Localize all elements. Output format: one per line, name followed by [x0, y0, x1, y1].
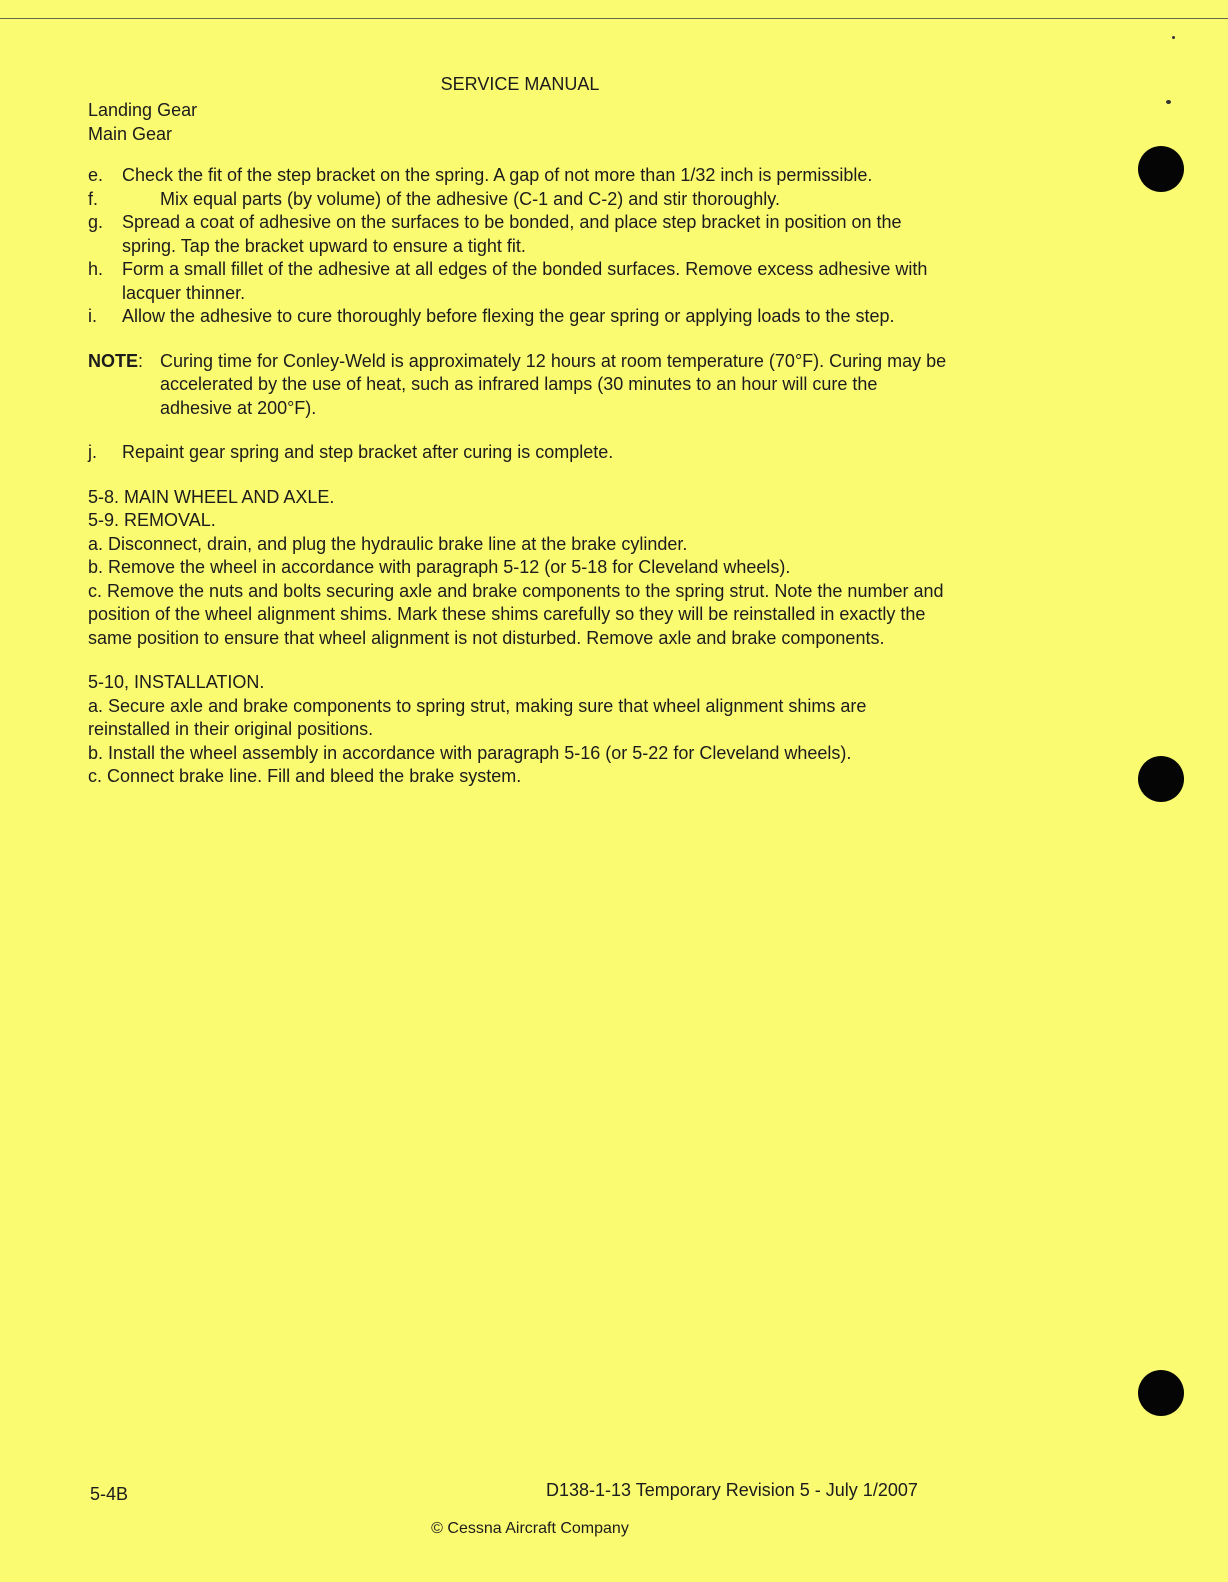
installation-heading: 5-10, INSTALLATION.	[88, 672, 265, 692]
note-text: Curing time for Conley-Weld is approximately 12 hours at room temperature (70°F). Curing may be accelerated by the use of heat, such as infrared lamps (30 minutes to an hour will cure the adhesive at 200°F).	[160, 350, 947, 418]
step-item	[88, 441, 948, 465]
removal-heading: 5-9. REMOVAL.	[88, 510, 216, 530]
step-letter: h.	[88, 259, 104, 279]
step-text: Allow the adhesive to cure thoroughly before flexing the gear spring or applying loads to the step.	[122, 306, 895, 326]
document-body	[88, 164, 948, 789]
step-letter: i.	[88, 306, 97, 326]
page-title: SERVICE MANUAL	[440, 74, 600, 94]
page-number: 5-4B	[90, 1484, 129, 1504]
installation-step: c. Connect brake line. Fill and bleed the brake system.	[88, 766, 522, 786]
step-text: Repaint gear spring and step bracket after curing is complete.	[122, 442, 614, 462]
main-wheel-heading: 5-8. MAIN WHEEL AND AXLE.	[88, 486, 335, 507]
punch-hole-icon	[1138, 756, 1184, 802]
scan-speck	[1166, 100, 1171, 104]
removal-step: c. Remove the nuts and bolts securing axle and brake components to the spring strut. Note the number and position of the wheel alignment shims. Mark these shims carefully so they will be reinstalled in exactly the same position to ensure that wheel alignment is not disturbed. Remove axle and brake components.	[88, 580, 944, 648]
installation-step: a. Secure axle and brake components to spring strut, making sure that wheel alignment shims are reinstalled in their original positions.	[88, 695, 867, 739]
step-letter: j.	[88, 442, 97, 462]
top-rule	[0, 18, 1228, 19]
punch-hole-icon	[1138, 1370, 1184, 1416]
step-letter: g.	[88, 212, 104, 232]
installation-step: b. Install the wheel assembly in accordance with paragraph 5-16 (or 5-22 for Cleveland wheels).	[88, 742, 852, 763]
step-item	[88, 164, 948, 188]
section-name: Landing Gear	[88, 100, 198, 120]
document-revision: D138-1-13 Temporary Revision 5 - July 1/2007	[546, 1480, 918, 1500]
copyright: © Cessna Aircraft Company	[431, 1520, 629, 1537]
note-label: NOTE:	[88, 350, 144, 371]
step-item	[88, 188, 948, 212]
step-text: Form a small fillet of the adhesive at all edges of the bonded surfaces. Remove excess adhesive with lacquer thinner.	[122, 259, 928, 303]
subsection-name: Main Gear	[88, 124, 173, 144]
step-item	[88, 305, 948, 329]
step-item	[88, 258, 948, 305]
scan-speck	[1172, 36, 1175, 39]
step-letter: e.	[88, 165, 104, 185]
punch-hole-icon	[1138, 146, 1184, 192]
step-text: Mix equal parts (by volume) of the adhesive (C-1 and C-2) and stir thoroughly.	[160, 188, 780, 209]
section-heading	[88, 98, 197, 146]
step-letter: f.	[88, 188, 99, 209]
note-block	[88, 350, 948, 421]
step-text: Spread a coat of adhesive on the surfaces to be bonded, and place step bracket in position on the spring. Tap the bracket upward to ensure a tight fit.	[122, 212, 902, 256]
step-text: Check the fit of the step bracket on the spring. A gap of not more than 1/32 inch is permissible.	[122, 165, 873, 185]
step-item	[88, 211, 948, 258]
removal-step: a. Disconnect, drain, and plug the hydraulic brake line at the brake cylinder.	[88, 533, 688, 554]
removal-step: b. Remove the wheel in accordance with paragraph 5-12 (or 5-18 for Cleveland wheels).	[88, 557, 791, 577]
